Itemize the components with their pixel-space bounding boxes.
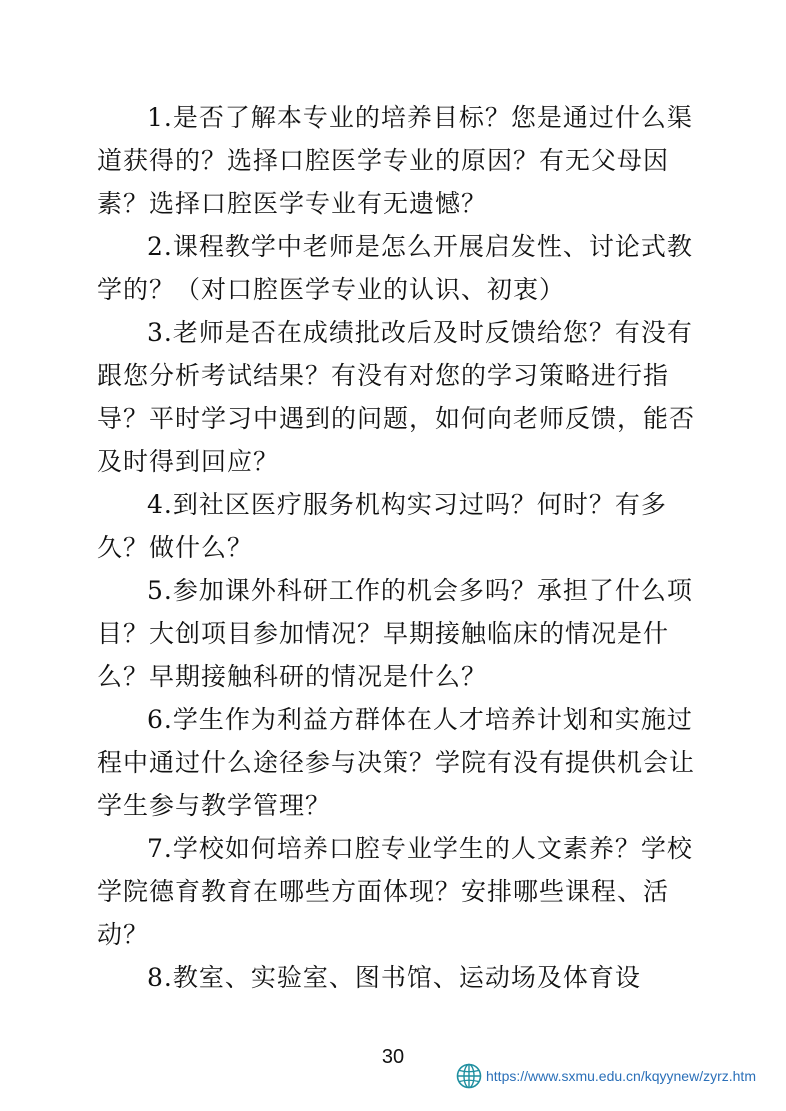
question-4: 4.到社区医疗服务机构实习过吗？何时？有多久？做什么？ (97, 490, 667, 562)
question-2: 2.课程教学中老师是怎么开展启发性、讨论式教学的？（对口腔医学专业的认识、初衷） (97, 232, 693, 304)
page-number: 30 (381, 1046, 405, 1068)
question-8: 8.教室、实验室、图书馆、运动场及体育设 (147, 963, 641, 992)
question-6: 6.学生作为利益方群体在人才培养计划和实施过程中通过什么途径参与决策？学院有没有提供机会让学生参与教学管理？ (97, 705, 696, 820)
question-5: 5.参加课外科研工作的机会多吗？承担了什么项目？大创项目参加情况？早期接触临床的情况是什么？早期接触科研的情况是什么？ (97, 576, 693, 691)
question-1: 1.是否了解本专业的培养目标？您是通过什么渠道获得的？选择口腔医学专业的原因？有无父母因素？选择口腔医学专业有无遗憾？ (97, 103, 693, 218)
globe-icon (456, 1063, 482, 1089)
source-link-text: https://www.sxmu.edu.cn/kqyynew/zyrz.htm (486, 1068, 756, 1084)
question-3: 3.老师是否在成绩批改后及时反馈给您？有没有跟您分析考试结果？有没有对您的学习策略进行指导？平时学习中遇到的问题，如何向老师反馈，能否及时得到回应？ (97, 318, 696, 476)
question-7: 7.学校如何培养口腔专业学生的人文素养？学校学院德育教育在哪些方面体现？安排哪些课程、活动？ (97, 834, 693, 949)
document-body (97, 96, 697, 999)
source-link[interactable] (456, 1061, 756, 1091)
